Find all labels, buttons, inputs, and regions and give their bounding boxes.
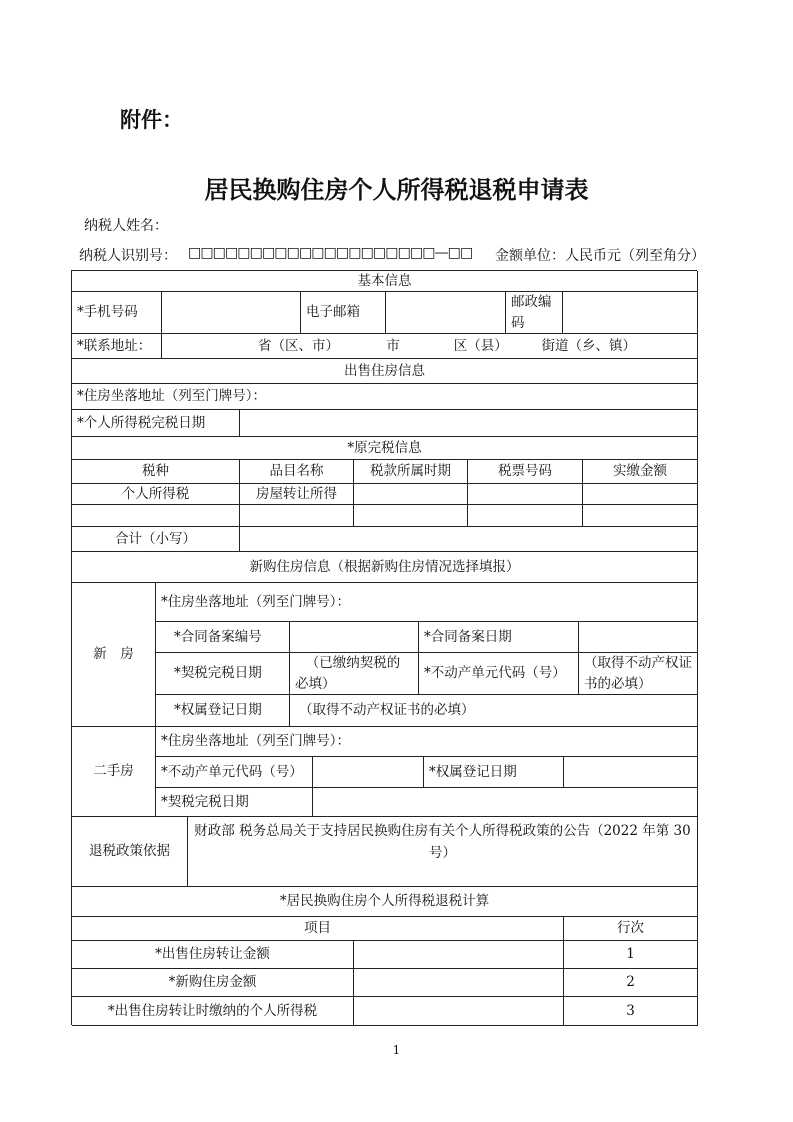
blank-cell[interactable] bbox=[72, 505, 240, 527]
paid-amount-field[interactable] bbox=[583, 484, 698, 505]
section-sold-house: 出售住房信息 bbox=[72, 359, 698, 384]
calc-value-field[interactable] bbox=[354, 941, 564, 969]
section-new-purchase: 新购住房信息（根据新购住房情况选择填报） bbox=[72, 552, 698, 583]
deed-tax-date-field[interactable]: （已缴纳契税的必填） bbox=[290, 653, 419, 695]
item-name-cell: 房屋转让所得 bbox=[240, 484, 354, 505]
policy-label: 退税政策依据 bbox=[72, 817, 188, 887]
col-ticket-no: 税票号码 bbox=[468, 460, 583, 484]
col-tax-type: 税种 bbox=[72, 460, 240, 484]
taxpayer-id-label: 纳税人识别号： bbox=[79, 248, 177, 264]
taxpayer-id-boxes[interactable]: □□□□□□□□□□□□□□□□□□□□—□□ bbox=[188, 245, 473, 261]
calc-item-label: *出售住房转让时缴纳的个人所得税 bbox=[72, 997, 354, 1026]
contract-date-field[interactable] bbox=[579, 622, 698, 653]
calc-item-label: *出售住房转让金额 bbox=[72, 941, 354, 969]
unit-code-field[interactable]: （取得不动产权证书的必填） bbox=[579, 653, 698, 695]
contract-date-label: *合同备案日期 bbox=[419, 622, 579, 653]
income-tax-date-field[interactable] bbox=[240, 410, 698, 437]
policy-text: 财政部 税务总局关于支持居民换购住房有关个人所得税政策的公告（2022 年第 30 号） bbox=[188, 817, 698, 887]
attachment-label: 附件： bbox=[120, 108, 183, 132]
email-label: 电子邮箱 bbox=[301, 292, 386, 334]
contract-no-label: *合同备案编号 bbox=[156, 622, 290, 653]
blank-cell[interactable] bbox=[468, 505, 583, 527]
col-item-name: 品目名称 bbox=[240, 460, 354, 484]
application-table bbox=[71, 270, 697, 1025]
sh-unit-code-label: *不动产单元代码（号） bbox=[156, 757, 313, 788]
taxpayer-name-label: 纳税人姓名： bbox=[84, 218, 168, 234]
amount-unit: 金额单位：人民币元（列至角分） bbox=[495, 248, 705, 264]
reg-date-label: *权属登记日期 bbox=[156, 695, 290, 727]
ticket-no-field[interactable] bbox=[468, 484, 583, 505]
new-house-label: 新 房 bbox=[72, 583, 156, 727]
sh-reg-date-label: *权属登记日期 bbox=[424, 757, 564, 788]
blank-cell[interactable] bbox=[240, 505, 354, 527]
reg-date-field[interactable]: （取得不动产权证书的必填） bbox=[290, 695, 698, 727]
total-field[interactable] bbox=[240, 527, 698, 552]
income-tax-date-label: *个人所得税完税日期 bbox=[72, 410, 240, 437]
contract-no-field[interactable] bbox=[290, 622, 419, 653]
sh-unit-code-field[interactable] bbox=[313, 757, 424, 788]
page-title: 居民换购住房个人所得税退税申请表 bbox=[204, 176, 589, 204]
address-field[interactable]: 省（区、市） 市 区（县） 街道（乡、镇） bbox=[162, 334, 698, 359]
new-house-location-field[interactable]: *住房坐落地址（列至门牌号）： bbox=[156, 583, 698, 622]
total-label: 合计（小写） bbox=[72, 527, 240, 552]
section-basic-info: 基本信息 bbox=[72, 271, 698, 292]
calc-line-no: 2 bbox=[564, 969, 698, 997]
blank-cell[interactable] bbox=[583, 505, 698, 527]
tax-type-cell: 个人所得税 bbox=[72, 484, 240, 505]
postcode-field[interactable] bbox=[563, 292, 698, 334]
calc-item-label: *新购住房金额 bbox=[72, 969, 354, 997]
calc-line-no: 3 bbox=[564, 997, 698, 1026]
sh-deed-tax-date-label: *契税完税日期 bbox=[156, 788, 313, 817]
col-paid-amount: 实缴金额 bbox=[583, 460, 698, 484]
col-line-no: 行次 bbox=[564, 917, 698, 941]
col-item: 项目 bbox=[72, 917, 564, 941]
blank-cell[interactable] bbox=[354, 505, 468, 527]
phone-label: *手机号码 bbox=[72, 292, 162, 334]
tax-period-field[interactable] bbox=[354, 484, 468, 505]
sh-deed-tax-date-field[interactable] bbox=[313, 788, 698, 817]
phone-field[interactable] bbox=[162, 292, 301, 334]
calc-value-field[interactable] bbox=[354, 997, 564, 1026]
postcode-label: 邮政编码 bbox=[506, 292, 563, 334]
calc-line-no: 1 bbox=[564, 941, 698, 969]
email-field[interactable] bbox=[386, 292, 506, 334]
section-original-tax: *原完税信息 bbox=[72, 437, 698, 460]
deed-tax-date-label: *契税完税日期 bbox=[156, 653, 290, 695]
page-number: 1 bbox=[392, 1043, 401, 1057]
second-hand-label: 二手房 bbox=[72, 727, 156, 817]
col-tax-period: 税款所属时期 bbox=[354, 460, 468, 484]
address-label: *联系地址： bbox=[72, 334, 162, 359]
second-hand-location-field[interactable]: *住房坐落地址（列至门牌号）： bbox=[156, 727, 698, 757]
calc-value-field[interactable] bbox=[354, 969, 564, 997]
section-refund-calc: *居民换购住房个人所得税退税计算 bbox=[72, 887, 698, 917]
sh-reg-date-field[interactable] bbox=[564, 757, 698, 788]
unit-code-label: *不动产单元代码（号） bbox=[419, 653, 579, 695]
sold-location-field[interactable]: *住房坐落地址（列至门牌号）： bbox=[72, 384, 698, 410]
